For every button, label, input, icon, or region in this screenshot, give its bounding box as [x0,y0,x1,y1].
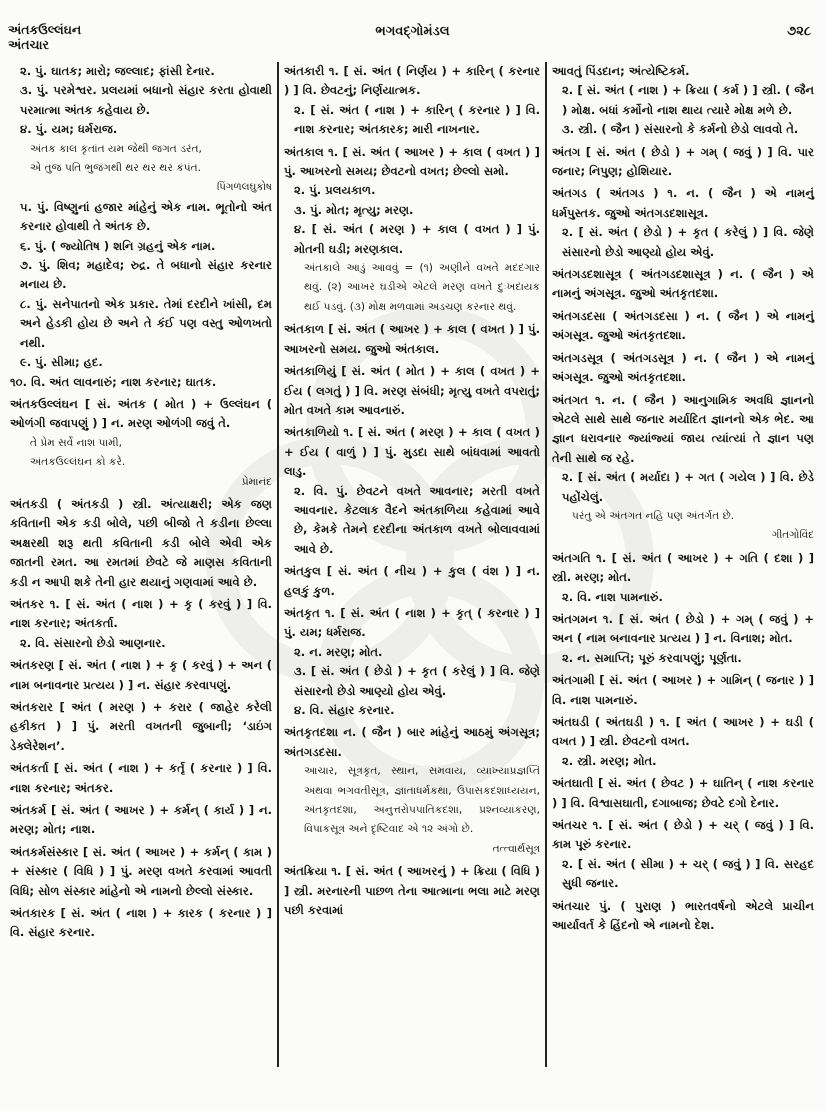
entry-sense: ૩. પું. પરમેશ્વર. પ્રલયમાં બધાનો સંહાર કરતા હોવાથી પરમાત્મા અંતક કહેવાય છે. [20,83,272,117]
dictionary-entry [552,349,814,388]
entry-headword: અંતઘડી [552,715,590,729]
entry-headword: અંતગડ [552,186,587,201]
quotation-source: તત્ત્વાર્થસૂત્ર [492,842,540,855]
entry-sense: ૨. ન. મરણ; મોત. [294,644,383,659]
dictionary-entry [552,897,814,936]
quotation-source: ગીતગોવિંદ [771,529,814,542]
entry-headword: અંતકઉલ્લંઘન [10,396,78,411]
entry-headword: અંતકુલ [284,564,321,579]
entry-definition: [ સં. અંત ( આખર ) + કર્મન્ ( કામ ) + સંસ્કાર ( વિધિ ) ] પું. મરણ વખતે કરવામાં આવતી વિધિ; સોળ સંસ્કાર માંહેનો એ નામનો છેલ્લો સંસ્કાર. [10,844,272,898]
entry-sense: ૨. [ સં. અંત ( છેડો ) + કૃત ( કરેલું ) ] વિ. જેણે સંસારનો છેડો આણ્યો હોય એવું. [562,225,814,259]
entry-headword: અંતઘાતી [552,776,594,791]
entry-quotation: તે પ્રેમ સર્વે નાશ પામી, [30,436,123,449]
entry-definition: [ સં. અંતક ( મોત ) + ઉલ્લંઘન ( ઓળંગી જવાપણું ) ] ન. મરણ ઓળંગી જવું તે. [10,396,272,431]
entry-sense: ૨. [ સં. અંત ( નાશ ) + કારિન્ ( કરનાર ) ] વિ. નાશ કરનાર; અંતકારક; મારી નાખનાર. [294,102,540,137]
entry-sense: ૨. પું. ઘાતક; મારો; જલ્લાદ; ફાંસી દેનાર. [20,64,215,78]
dictionary-entry [10,656,272,695]
dictionary-entry [552,265,814,304]
entry-definition: ( અંતકડી ) સ્ત્રી. અંત્યાક્ષરી; એક જણ કવિતાની એક કડી બોલે, પછી બીજો તે કડીના છેલ્લા અક્ષરથી શરૂ થતી કવિતાની કડી બોલે એવી એક જાતની રમત. આ રમતમાં છેવટે જે માણસ કવિતાની કડી ન આપી શકે તેની હાર થયાનું ગણવામાં આવે છે. [10,496,272,589]
entry-headword: અંતકાળ [284,322,324,337]
column-divider-1 [277,62,279,1067]
entry-headword: અંતકર્તા [10,761,49,776]
entry-sense: આવતું પિંડદાન; અંત્યેષ્ટિકર્મ. [552,64,690,78]
entry-headword: અંતકર [10,596,45,611]
entry-sense: ૨. [ સં. અંત ( સીમા ) + ચર્ ( જવું ) ] વિ. સરહદ સુધી જનાર. [562,856,814,891]
entry-definition: [ સં. અંત ( આખર ) + ગામિન્ ( જનાર ) ] વિ. નાશ પામનારું. [552,673,815,707]
dictionary-entry [284,320,540,359]
entry-headword: અંતકારી [284,64,325,78]
entry-sense: ૨. [ સં. અંત ( નાશ ) + ક્રિયા ( કર્મ ) ] સ્ત્રી. ( જૈન ) મોક્ષ. બધાં કર્મોનો નાશ થાય ત્યારે મોક્ષ મળે છે. [562,83,814,117]
entry-headword: અંતકરણ [10,658,55,673]
entry-definition: ૧. [ સં. અંત ( નાશ ) + કૃ ( કરવું ) ] વિ. નાશ કરનાર; અંતકર્તા. [10,596,273,631]
entry-definition: [ સં. અંત ( નાશ ) + કારક ( કરનાર ) ] વિ. સંહાર કરનાર. [10,906,272,940]
entry-headword: અંતક્રિયા [284,864,328,879]
dictionary-entry [10,843,272,901]
entry-headword: અંતગડદશાસૂત્ર [552,267,622,282]
entry-headword: અંતગમન [552,611,598,626]
entry-headword: અંતકાલ [284,144,324,159]
dictionary-entry [552,610,814,668]
dictionary-entry [552,184,814,262]
entry-sense: ૪. [ સં. અંત ( મરણ ) + કાલ ( વખત ) ] પું. મોતની ઘડી; મરણકાલ. [294,222,540,256]
entry-headword: અંતકૃતદશા [284,725,339,740]
dictionary-title: ભગવદ્ગોમંડલ [375,24,450,39]
entry-quotation: અંતકાલે આડું આવવું = (૧) અણીને વખતે મદદગાર થવું. (૨) આખર ઘડીએ એટલે મરણ વખતે દુઃખદાયક થઈ પડવું. (૩) મોક્ષ મળવામાં અડચણ કરનાર થવું. [304,262,540,313]
dictionary-entry [284,862,540,920]
column-3 [552,62,814,938]
entry-definition: ૧. [ સં. અંત ( આખરનું ) + ક્રિયા ( વિધિ ) ] સ્ત્રી. મરનારની પાછળ તેના આત્માના ભલા માટે મરણ પછી કરવામાં [284,864,540,918]
entry-definition: ૧. [ સં. અંત ( નાશ ) + કૃત્ ( કરનાર ) ] પું. યમ; ધર્મરાજ. [284,605,540,640]
dictionary-entry [284,562,540,601]
entry-sense: ૩. [ સં. અંત ( છેડો ) + કૃત ( કરેલું ) ] વિ. જેણે સંસારનો છેડો આણ્યો હોય એવું. [294,664,540,698]
dictionary-entry [552,549,814,607]
dictionary-entry [284,143,540,318]
dictionary-entry [284,62,540,140]
entry-headword: અંતકાળિયું [284,364,337,379]
dictionary-entry [284,604,540,720]
entry-headword: અંતગડદસા [552,308,606,323]
entry-definition: ન. ( જૈન ) બાર માંહેનું આઠમું અંગસૂત્ર; અંતગડદસા. [284,725,540,759]
entry-sense: ૨. સ્ત્રી. મરણ; મોત. [562,753,657,768]
entry-definition: [ સં. અંત ( છેવટ ) + ઘાતિન્ ( નાશ કરનાર ) ] વિ. વિશ્વાસઘાતી, દગાબાજ; છેવટે દગો દેનાર. [552,776,814,810]
dictionary-entry [10,595,272,653]
entry-sense: ૪. વિ. સંહાર કરનાર. [294,703,395,717]
entry-sense: ૨. [ સં. અંત ( મર્યાદા ) + ગત ( ગયેલ ) ] વિ. છેડે પહોંચેલું. [562,470,814,504]
entry-headword: અંતચર [552,818,588,833]
entry-definition: [ અંત ( મરણ ) + કરાર ( જાહેર કરેલી હકીકત ) ] પું. મરતી વખતની જુબાની; ‘ડાઇંગ ડેક્લેરેશન’. [10,700,272,753]
entry-definition: ( અંતગડસૂત્ર ) ન. ( જૈન ) એ નામનું અંગસૂત્ર. જુઓ અંતકૃતદશા. [552,350,814,385]
entry-definition: [ સં. અંત ( નાશ ) + કૃ ( કરવું ) + અન ( નામ બનાવનાર પ્રત્યય ) ] ન. સંહાર કરવાપણું. [10,658,272,692]
dictionary-entry [552,816,814,894]
entry-definition: [ સં. અંત ( આખર ) + કર્મન્ ( કાર્ય ) ] ન. મરણ; મોત; નાશ. [10,803,272,837]
dictionary-entry [10,395,272,492]
quotation-source: પ્રેમાનંદ [241,475,272,488]
entry-quotation: અંતક કાલ કૃતાંત યમ જેથી જગત ડરંત, [30,142,202,155]
entry-headword: અંતકારક [10,906,56,921]
dictionary-entry [552,143,814,182]
entry-headword: અંતકૃત [284,605,320,620]
entry-headword: અંતચાર [552,898,591,913]
entry-quotation: પરંતુ એ અંતગત નહિ પણ અંતર્ગત છે. [572,509,735,522]
entry-definition: ૧. [ સં. અંત ( છેડો ) + ગમ્ ( જવું ) + અન ( નામ બનાવનાર પ્રત્યય ) ] ન. વિનાશ; મોત. [552,611,814,646]
entry-definition: પું. ( પુરાણ ) ભારતવર્ષનો એટલે પ્રાચીન આર્યાવર્ત કે હિંદનો એ નામનો દેશ. [552,898,814,933]
dictionary-entry [552,391,814,546]
entry-sense: ૧૦. વિ. અંત લાવનારું; નાશ કરનાર; ઘાતક. [10,374,217,389]
entry-sense: ૪. પું. યમ; ધર્મરાજ. [20,122,118,137]
dictionary-entry [10,759,272,798]
entry-definition: ( અંતગડદસા ) ન. ( જૈન ) એ નામનું અંગસૂત્ર. જુઓ અંતકૃતદશા. [552,308,814,343]
page-header [0,0,825,58]
entry-sense: ૨. વિ. નાશ પામનારું. [562,589,663,604]
entry-definition: [ સં. અંત ( નાશ ) + કર્તૃ ( કરનાર ) ] વિ. નાશ કરનાર; અંતકર. [10,761,272,795]
entry-definition: ૧. [ સં. અંત ( છેડો ) + ચર્ ( જવું ) ] વિ. કામ પૂરું કરનાર. [552,818,814,852]
entry-headword: અંતગત [552,392,589,407]
entry-headword: અંતગામી [552,673,595,688]
entry-definition: ૧. [ સં. અંત ( આખર ) + ગતિ ( દશા ) ] સ્ત્રી. મરણ; મોત. [552,550,814,585]
entry-definition: ( અંતગડદશાસૂત્ર ) ન. ( જૈન ) એ નામનું અંગસૂત્ર. જુઓ અંતકૃતદશા. [552,267,814,301]
entry-definition: [ સં. અંત ( મોત ) + કાલ ( વખત ) + ઈય ( લગતું ) ] વિ. મરણ સંબંધી; મૃત્યુ વખતે વપરાતું; મોત વખતે કામ આવનારું. [284,364,540,417]
entry-headword: અંતગ [552,144,581,159]
page-number: ૭૨૮ [787,24,811,39]
entry-definition: [ સં. અંત ( નીચ ) + કુલ ( વંશ ) ] ન. હલકું કુળ. [284,564,540,598]
entry-headword: અંતગડસૂત્ર [552,350,604,365]
column-2 [284,62,540,923]
guide-word-last: અંતચાર [8,37,50,52]
entry-definition: ૧. [ સં. અંત ( આખર ) + કાલ ( વખત ) ] પું. આખરનો સમય; છેવટનો વખત; છેલ્લો સમો. [284,144,540,179]
dictionary-entry [284,723,540,859]
entry-headword: અંતગતિ [552,550,591,565]
dictionary-entry [552,307,814,346]
entry-headword: અંતકર્મ [10,803,47,818]
quotation-source: પિંગળલઘુકોષ [216,181,272,194]
entry-sense: ૨. પું. પ્રલયકાળ. [294,183,376,198]
entry-sense: ૫. પું. વિષ્ણુનાં હજાર માંહેનું એક નામ. ભૂતોનો અંત કરનાર હોવાથી તે અંતક છે. [20,199,272,234]
column-1 [10,62,272,946]
entry-sense: ૭. પું. શિવ; મહાદેવ; રુદ્ર. તે બધાનો સંહાર કરનાર મનાય છે. [20,258,272,292]
entry-quotation: એ તુજ પતિ ભુજંગથી થર થર થર કંપંત. [30,162,202,175]
entry-sense: ૨. વિ. સંસારનો છેડો આણનાર. [20,635,166,650]
entry-quotation: અંતકઉલ્લંઘન કો કરે. [30,456,126,469]
entry-quotation: આચાર, સૂત્રકૃત, સ્થાન, સમવાય, વ્યાખ્યાપ્રજ્ઞપ્તિ અથવા ભગવતીસૂત્ર, જ્ઞાતાધર્મકથા, ઉપાસકદશાધ્યયન, અંતકૃતદશા, અનુત્તરોપપાતિકદશા, પ્રશ્નવ્યાકરણ, વિપાકસૂત્ર અને દૃષ્ટિવાદ એ ૧૨ અંગો છે. [304,765,540,836]
entry-headword: અંતકાળિયો [284,425,340,440]
entry-definition: [ સં. અંત ( છેડો ) + ગમ્ ( જવું ) ] વિ. પાર જનાર; નિપુણ; હોશિયાર. [552,144,814,179]
entry-definition: ૧. ન. ( જૈન ) આનુગામિક અવધિ જ્ઞાનનો એટલે સાથે સાથે જનાર મર્યાદિત જ્ઞાનનો એક ભેદ. આ જ્ઞાન ધરાવનાર જ્યાંજ્યાં જાય ત્યાંત્યાં તે જ્ઞાન પણ તેની સાથે જ રહે. [552,392,814,465]
dictionary-entry [552,62,814,140]
dictionary-entry [284,362,540,420]
column-divider-2 [545,62,547,1067]
entry-sense: ૨. ન. સમાપ્તિ; પૂરું કરવાપણું; પૂર્ણતા. [562,650,742,665]
entry-definition: [ સં. અંત ( આખર ) + કાલ ( વખત ) ] પું. આખરનો સમય. જુઓ અંતકાલ. [284,322,540,356]
dictionary-entry [10,801,272,840]
dictionary-entry [10,904,272,943]
entry-definition: ( અંતઘડી ) ૧. [ અંત ( આખર ) + ઘડી ( વખત ) ] સ્ત્રી. છેવટનો વખત. [552,715,814,749]
dictionary-entry [10,698,272,756]
entry-definition: ( અંતગડ ) ૧. ન. ( જૈન ) એ નામનું ધર્મપુસ્તક. જુઓ અંતગડદશાસૂત્ર. [552,186,814,220]
entry-sense: ૩. પું. મોત; મૃત્યુ; મરણ. [294,202,414,217]
entry-headword: અંતકડી [10,496,48,511]
dictionary-entry [552,713,814,771]
dictionary-entry [284,423,540,559]
dictionary-entry [10,495,272,592]
entry-sense: ૮. પું. સનેપાતનો એક પ્રકાર. તેમાં દરદીને ખાંસી, દમ અને હેડકી હોય છે અને તે કંઈ પણ વસ્તુ ઓળખતો નથી. [20,296,272,350]
guide-word-first: અંતકઉલ્લંઘન [8,22,82,37]
entry-definition: ૧. [ સં. અંત ( મરણ ) + કાલ ( વખત ) + ઈય ( વાળું ) ] પું. મુડદા સાથે બાંધવામાં આવતો લાડુ. [284,425,540,479]
entry-definition: ૧. [ સં. અંત ( નિર્ણય ) + કારિન્ ( કરનાર ) ] વિ. છેવટનું; નિર્ણયાત્મક. [284,64,540,98]
dictionary-entry [10,62,272,392]
entry-headword: અંતકર્મસંસ્કાર [10,844,79,859]
dictionary-entry [552,671,814,710]
entry-headword: અંતકરાર [10,700,53,714]
entry-sense: ૩. સ્ત્રી. ( જૈન ) સંસારનો કે કર્મનો છેડો લાવવો તે. [562,122,799,137]
dictionary-entry [552,774,814,813]
entry-sense: ૨. વિ. પું. છેવટને વખતે આવનાર; મરતી વખતે આવનાર. કેટલાક વૈદને અંતકાળિયા કહેવામાં આવે છે, કેમકે તેમને દરદીના અંતકાળ વખતે બોલાવવામાં આવે છે. [294,483,540,556]
entry-sense: ૬. પું. ( જ્યોતિષ ) શનિ ગ્રહનું એક નામ. [20,238,216,253]
entry-sense: ૯. પું. સીમા; હદ. [20,355,103,370]
